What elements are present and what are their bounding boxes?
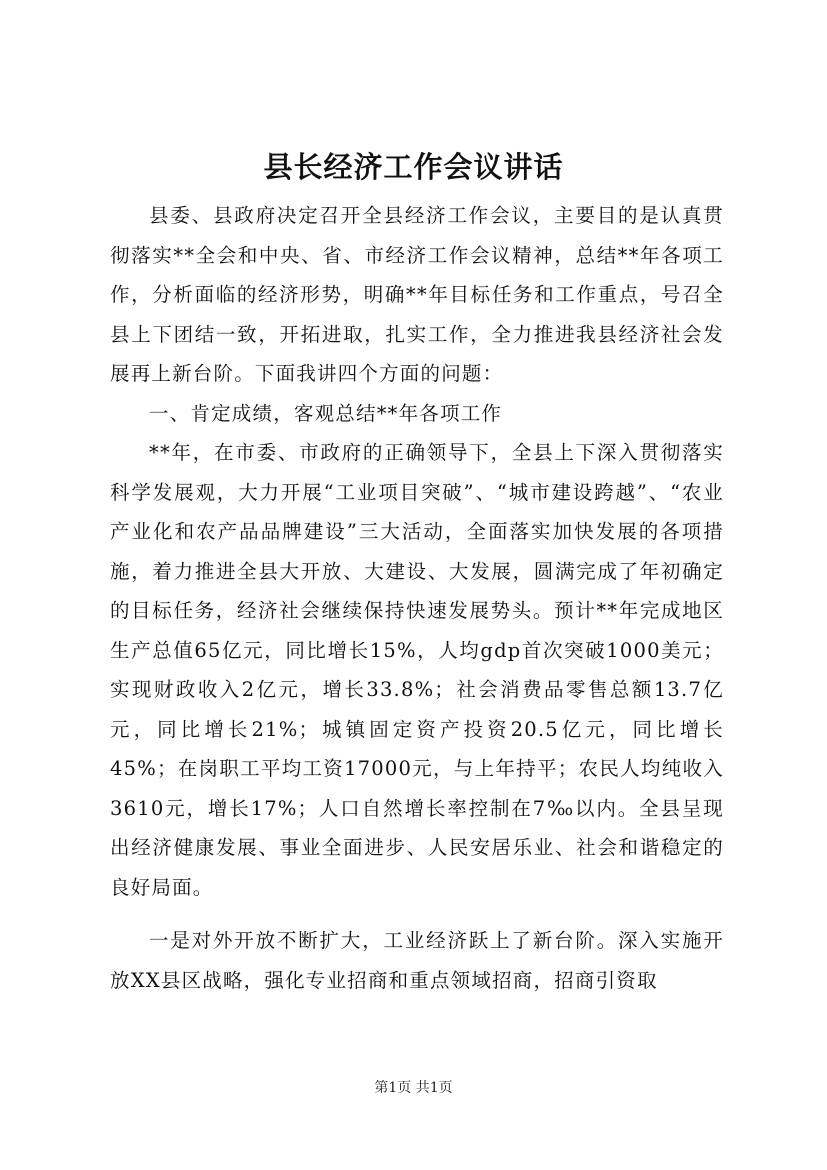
section-heading-1: 一、肯定成绩，客观总结**年各项工作 (149, 401, 503, 425)
document-title: 县长经济工作会议讲话 (263, 150, 564, 184)
paragraph-opening-up: 一是对外开放不断扩大，工业经济跃上了新台阶。深入实施开放XX县区战略，强化专业招商和重点领域招商，招商引资取 (110, 929, 724, 992)
document-body (110, 196, 724, 1000)
paragraph-spacer (110, 907, 724, 921)
paragraph-intro: 县委、县政府决定召开全县经济工作会议，主要目的是认真贯彻落实**全会和中央、省、市经济工作会议精神，总结**年各项工作，分析面临的经济形势，明确**年目标任务和工作重点，号召全县上下团结一致，开拓进取，扎实工作，全力推进我县经济社会发展再上新台阶。下面我讲四个方面的问题： (110, 204, 724, 385)
paragraph-achievements: **年，在市委、市政府的正确领导下，全县上下深入贯彻落实科学发展观，大力开展“工业项目突破”、“城市建设跨越”、“农业产业化和农产品品牌建设”三大活动，全面落实加快发展的各项措施，着力推进全县大开放、大建设、大发展，圆满完成了年初确定的目标任务，经济社会继续保持快速发展势头。预计**年完成地区生产总值65亿元，同比增长15%，人均gdp首次突破1000美元；实现财政收入2亿元，增长33.8%；社会消费品零售总额13.7亿元，同比增长21%；城镇固定资产投资20.5亿元，同比增长45%；在岗职工平均工资17000元，与上年持平；农民人均纯收入3610元，增长17%；人口自然增长率控制在7‰以内。全县呈现出经济健康发展、事业全面进步、人民安居乐业、社会和谐稳定的良好局面。 (110, 441, 724, 899)
page-footer: 第1页 共1页 (374, 1080, 453, 1096)
